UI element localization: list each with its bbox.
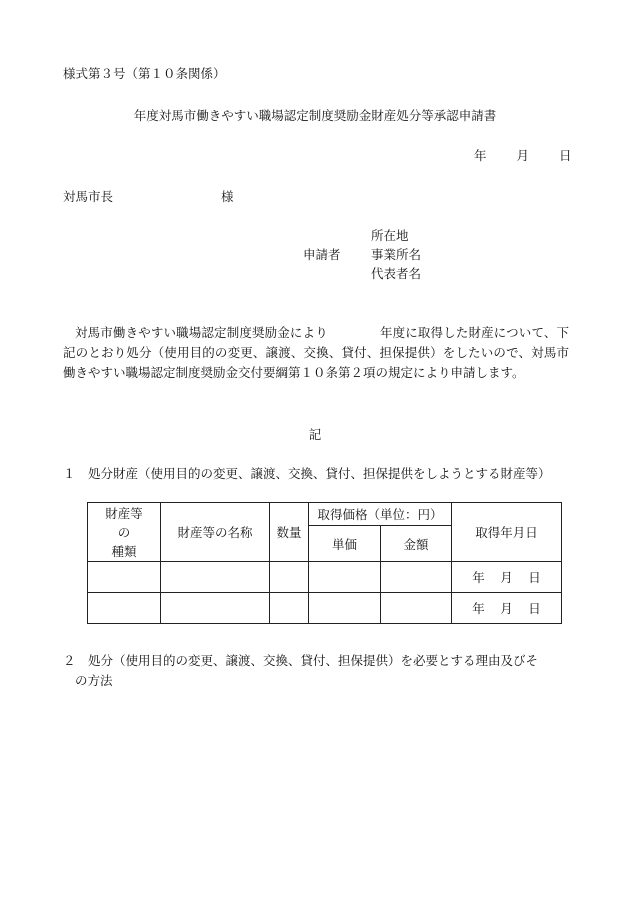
cell-quantity [270,593,309,624]
cell-asset-name [161,593,270,624]
header-asset-type: 財産等 の 種類 [88,503,161,562]
cell-unit-price [309,593,381,624]
cell-amount [381,593,452,624]
addressee [63,187,234,205]
section-1-number: １ [63,466,76,481]
section-1-heading [63,464,551,482]
applicant-field-address: 所在地 [371,228,409,243]
addressee-honorific: 様 [221,189,234,204]
section-2-line1: 処分（使用目的の変更、譲渡、交換、貸付、担保提供）を必要とする理由及びそ [88,653,539,668]
cell-asset-type [88,593,161,624]
applicant-field-representative: 代表者名 [371,266,422,281]
header-unit-price: 単価 [309,526,381,562]
ki-heading: 記 [308,427,322,442]
cell-acquired-date: 年 月 日 [452,593,562,624]
header-asset-name: 財産等の名称 [161,503,270,562]
cell-unit-price [309,562,381,593]
section-2-heading [63,651,538,691]
cell-asset-type [88,562,161,593]
addressee-name: 対馬市長 [63,189,114,204]
cell-quantity [270,562,309,593]
header-acquisition-price: 取得価格（単位：円） [309,503,452,526]
table-row [88,562,562,593]
date-year: 年 [474,148,487,163]
date-month: 月 [516,148,530,163]
cell-asset-name [161,562,270,593]
section-2-number: ２ [63,653,76,668]
date-day: 日 [559,148,572,163]
request-body [63,323,569,383]
application-date [474,146,572,164]
form-number: 様式第３号（第１０条関係） [63,66,226,81]
body-part2: 年度に取得した財産について、下記のとおり処分（使用目的の変更、譲渡、交換、貸付、担保提供）をしたいので、対馬市働きやすい職場認定制度奨励金交付要綱第１０条第２項の規定により申請します。 [63,325,569,380]
cell-amount [381,562,452,593]
header-acquired-date: 取得年月日 [452,503,562,562]
applicant-field-office-name: 事業所名 [371,247,422,262]
header-quantity: 数量 [270,503,309,562]
asset-table [87,502,562,624]
section-1-text: 処分財産（使用目的の変更、譲渡、交換、貸付、担保提供をしようとする財産等） [88,466,551,481]
section-2-line2: の方法 [75,673,113,688]
header-amount: 金額 [381,526,452,562]
table-row [88,593,562,624]
table-header-row [88,503,562,526]
cell-acquired-date: 年 月 日 [452,562,562,593]
body-part1: 対馬市働きやすい職場認定制度奨励金により [75,325,328,340]
document-title: 年度対馬市働きやすい職場認定制度奨励金財産処分等承認申請書 [133,108,497,123]
applicant-fields [371,226,421,283]
applicant-label: 申請者 [303,247,341,262]
